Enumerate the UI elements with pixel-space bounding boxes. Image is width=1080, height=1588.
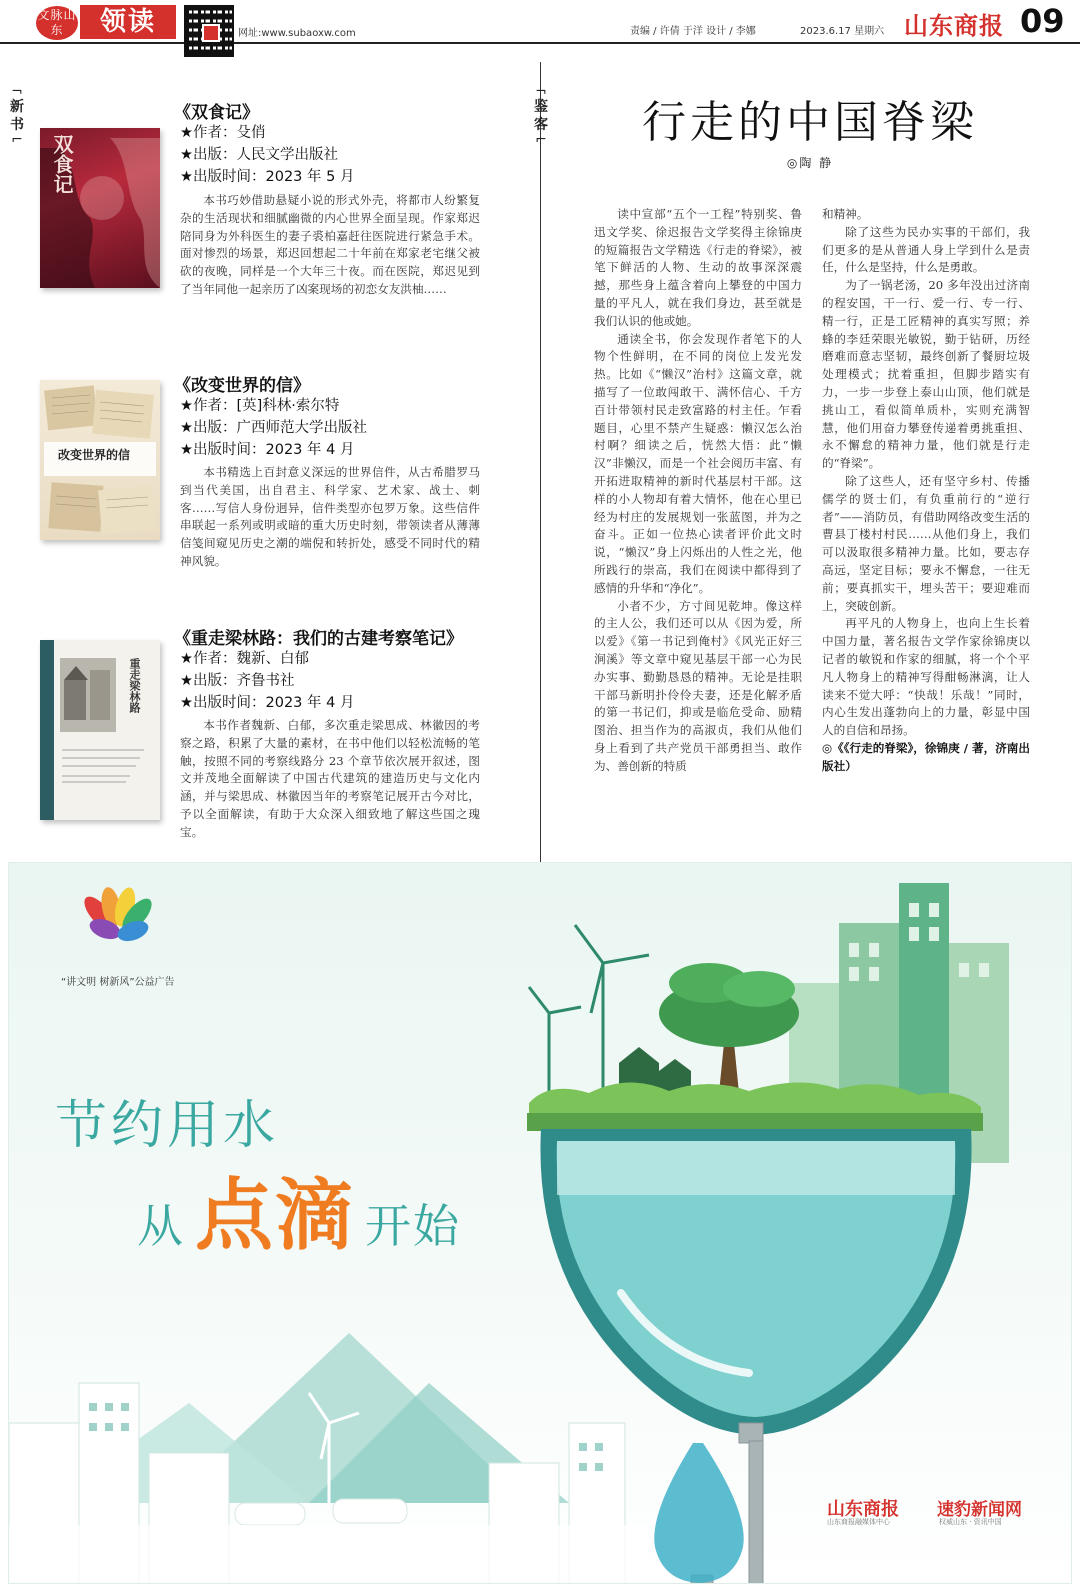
- ad-caption: “讲文明 树新风”公益广告: [61, 977, 175, 988]
- logo1-subtitle: 山东商报融媒体中心: [827, 1518, 890, 1526]
- column-divider: [540, 62, 541, 862]
- article-paragraph: 除了这些人，还有坚守乡村、传播儒学的贤士们，有负重前行的“逆行者”——消防员，有借助网络改变生活的曹县丁楼村村民……从他们身上，我们可以汲取很多精神力量。比如，要志存高远，坚定目标；要永不懈怠，一往无前；要真抓实干，埋头苦干；要迎难而上，突破创新。: [822, 473, 1030, 613]
- article-paragraph: 再平凡的人物身上，也向上生长着中国力量，著名报告文学作家徐锦庚以记者的敏锐和作家的细腻，将一个个平凡人物身上的精神写得酣畅淋漓，让人读来不觉大呼：“快哉！乐哉！”同时，内心生发出蓬勃向上的力量，彰显中国人的自信和昂扬。: [822, 616, 1030, 738]
- article-author: ◎陶 静: [786, 156, 834, 170]
- book-author: ★作者：魏新、白郁: [180, 651, 309, 667]
- book-title: 《双食记》: [174, 103, 259, 123]
- page-number: 09: [1020, 2, 1065, 40]
- article-paragraph: 读中宣部“五个一工程”特别奖、鲁迅文学奖、徐迟报告文学奖得主徐锦庚的短篇报告文学精选《行走的脊梁》，被笔下鲜活的人物、生动的故事深深震撼，那些身上蕴含着向上攀登的中国力量的平凡人，就在我们身边，甚至就是我们认识的他或她。: [594, 207, 802, 328]
- ad-slogan-drop: 点滴: [195, 1171, 356, 1261]
- cover-title: 双食记: [50, 134, 74, 194]
- shandong-business-daily-logo: 山东商报: [827, 1499, 899, 1520]
- ad-slogan-start: 开始: [365, 1199, 462, 1253]
- logo2-subtitle: 权威山东 · 资讯中国: [939, 1518, 1002, 1526]
- book-description: 本书巧妙借助悬疑小说的形式外壳，将都市人纷繁复杂的生活现状和细腻幽微的内心世界全面呈现。作家郑迟陪同身为外科医生的妻子裘柏嘉赶往医院进行紧急手术。面对惨烈的场景，郑迟回想起二十年前在郑家老宅继父被砍的夜晚，同样是一个大年三十夜。而在医院，郑迟见到了当年同他一起亲历了凶案现场的初恋女友洪柚……: [180, 193, 480, 296]
- book-publisher: ★出版：齐鲁书社: [180, 673, 295, 689]
- ad-slogan-line2: [137, 1153, 461, 1265]
- book-meta: [180, 122, 354, 188]
- book-meta: [180, 395, 367, 461]
- book-meta: [180, 648, 354, 714]
- book-publish-time: ★出版时间：2023 年 4 月: [180, 442, 355, 458]
- book-publisher: ★出版：广西师范大学出版社: [180, 420, 367, 436]
- cover-title: 重走梁林路: [128, 658, 141, 713]
- section-tag-review: ¬ 鉴客 ⌐: [534, 84, 548, 148]
- book-publisher: ★出版：人民文学出版社: [180, 147, 338, 163]
- book-cover-image: [40, 380, 160, 540]
- section-tag-text: 鉴客: [534, 99, 548, 133]
- article-paragraph: 除了这些为民办实事的干部们，我们更多的是从普通人身上学到什么是责任，什么是坚持，什么是勇敢。: [822, 224, 1030, 275]
- book-description: 本书精选上百封意义深远的世界信件，从古希腊罗马到当代美国，出自君主、科学家、艺术家、战士、刺客……写信人身份迥异，信件类型亦包罗万象。这些信件串联起一系列或明或暗的重大历史时刻，带领读者从薄薄信笺间窥见历史之潮的端倪和转折处，感受不同时代的精神风貌。: [180, 465, 480, 568]
- book-publish-time: ★出版时间：2023 年 4 月: [180, 695, 355, 711]
- book-cover-image: [40, 640, 160, 820]
- book-title: 《重走梁林路：我们的古建考察笔记》: [174, 629, 463, 649]
- book-description: 本书作者魏新、白郁，多次重走梁思成、林徽因的考察之路，积累了大量的素材，在书中他们以轻松流畅的笔触，按照不同的考察线路分 23 个章节依次展开叙述，图文并茂地全面解读了中国古代建筑的建造历史与文化内涵，并与梁思成、林徽因当年的考察笔记展开古今对比，予以全面解读，有助于大众深入细致地了解这些国之瑰宝。: [180, 718, 480, 839]
- article-column-1: [594, 206, 802, 776]
- book-author: ★作者：[英]科林·索尔特: [180, 398, 340, 414]
- cover-title: 改变世界的信: [58, 448, 131, 462]
- page-header: [0, 0, 1080, 44]
- water-saving-ad: [8, 862, 1072, 1584]
- article-column-2: [822, 206, 1030, 776]
- editor-credits: 责编 / 许倩 于洋 设计 / 李娜: [630, 26, 756, 37]
- issue-date: 2023.6.17 星期六: [800, 26, 885, 37]
- subao-news-logo: 速豹新闻网: [937, 1500, 1022, 1520]
- ad-slogan-from: 从: [137, 1199, 185, 1253]
- section-tag-text: 新书: [10, 99, 24, 133]
- qr-code[interactable]: [184, 5, 234, 57]
- article-paragraph: 为了一锅老汤，20 多年没出过济南的程安国，干一行、爱一行、专一行、精一行，正是工匠精神的真实写照；养蜂的李廷荣眼光敏锐，勤于钻研，历经磨难而意志坚韧，最终创新了餐厨垃圾处理模式；扰着重担，但脚步踏实有力，一步一步登上泰山山顶，他们就是挑山工，看似简单质朴，实则充满智慧，他们用奋力攀登传递着勇挑重担、永不懈怠的精神力量，他们就是行走的“脊梁”。: [822, 278, 1030, 471]
- article-title: 行走的中国脊梁: [642, 97, 978, 148]
- book-cover-image: [40, 128, 160, 288]
- section-tag-new-books: ¬ 新书 ⌐: [10, 84, 24, 148]
- book-author: ★作者：殳俏: [180, 125, 266, 141]
- book-title: 《改变世界的信》: [174, 376, 310, 396]
- column-seal-logo: 文脉山东: [36, 6, 78, 40]
- ad-slogan-line1: 节约用水: [55, 1096, 280, 1156]
- book-publish-time: ★出版时间：2023 年 5 月: [180, 169, 355, 185]
- article-paragraph: 通读全书，你会发现作者笔下的人物个性鲜明，在不同的岗位上发光发热。比如《“懒汉”治村》这篇文章，就描写了一位敢闯敢干、满怀信心、千方百计带领村民走致富路的村主任。乍看题目，心里不禁产生疑惑：懒汉怎么治村啊？细读之后，恍然大悟：此“懒汉”非懒汉，而是一个社会阅历丰富、有开拓进取精神的新时代基层村干部。这样的小人物却有着大情怀，他在心里已经为村庄的发展规划一张蓝图，并为之奋斗。正如一位热心读者评价此文时说，“懒汉”身上闪烁出的人性之光，他所践行的崇高，我们在阅读中都得到了感情的升华和“净化”。: [594, 331, 802, 595]
- article-paragraph: 和精神。: [822, 207, 869, 221]
- website-url[interactable]: 网址:www.subaoxw.com: [238, 28, 356, 39]
- column-name: 领读: [80, 5, 176, 39]
- article-paragraph: 小者不少，方寸间见乾坤。像这样的主人公，我们还可以从《因为爱，所以爱》《第一书记到俺村》《风光正好三涧溪》等文章中窥见基层干部一心为民办实事、勤勤恳恳的精神。无论是挂职干部马新明扑伶伶夫妻，还是化解矛盾的第一书记们，抑或是临危受命、励精图治、担当作为的高淑贞，我们从他们身上看到了共产党员干部勇担当、敢作为、善创新的特质: [594, 598, 802, 773]
- article-source-note: ◎《《行走的脊梁》，徐锦庚 / 著，济南出版社）: [822, 740, 1030, 773]
- newspaper-masthead: 山东商报: [904, 11, 1004, 40]
